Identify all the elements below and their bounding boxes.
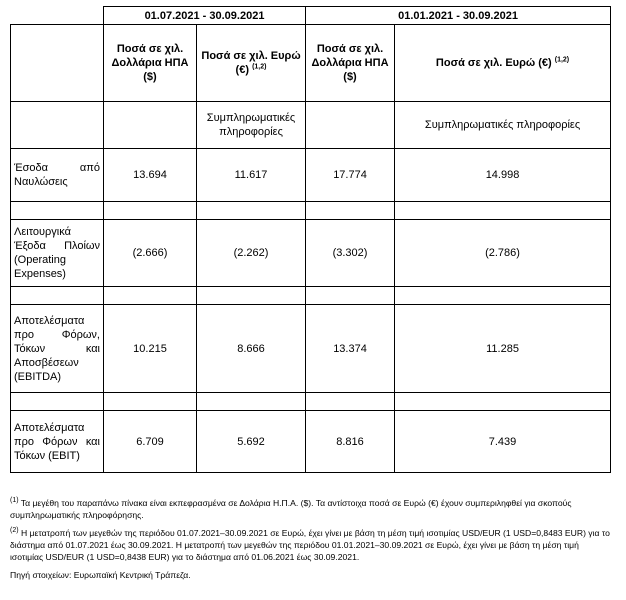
value-cell: (2.786) — [395, 220, 611, 287]
eur-header-9m — [395, 25, 611, 102]
supplementary-label-q3: Συμπληρωματικές πληροφορίες — [197, 102, 306, 149]
eur-header-text: Ποσά σε χιλ. Ευρώ (€) — [435, 57, 552, 69]
supplementary-row — [11, 102, 611, 149]
eur-header-text: Ποσά σε χιλ. Ευρώ (€) — [201, 50, 301, 76]
supplementary-label-9m: Συμπληρωματικές πληροφορίες — [395, 102, 611, 149]
footnote-text: Η μετατροπή των μεγεθών της περιόδου 01.07.2021–30.09.2021 σε Ευρώ, έχει γίνει με βάση τη μέση τιμή ισοτιμίας USD/EUR (1 USD=0,8483 EUR) για το διάστημα από 01.07.2021 έως 30.09.2021. Η μετατροπή των μεγεθών της περιόδου 01.01.2021–30.09.2021 σε Ευρώ, έχει γίνει με βάση τη μέση τιμή ισοτιμίας USD/EUR (1 USD=0,8438 EUR) για το διάστημα από 01.06.2021 έως 30.09.2021. — [10, 528, 610, 562]
value-cell: (3.302) — [306, 220, 395, 287]
usd-header-q3: Ποσά σε χιλ. Δολλάρια ΗΠΑ ($) — [104, 25, 197, 102]
table-row — [11, 411, 611, 473]
footnote-mark: (1) — [10, 497, 19, 505]
row-label: Έσοδα από Ναυλώσεις — [11, 149, 104, 202]
value-cell: 11.617 — [197, 149, 306, 202]
spacer-row — [11, 393, 611, 411]
value-cell: 10.215 — [104, 305, 197, 393]
row-label: Λειτουργικά Έξοδα Πλοίων (Operating Expenses) — [11, 220, 104, 287]
value-cell: 5.692 — [197, 411, 306, 473]
corner-cell — [11, 7, 104, 25]
footnote-mark: (2) — [10, 527, 19, 535]
footnote-ref: (1,2) — [252, 63, 267, 71]
period-header-row — [11, 7, 611, 25]
table-row — [11, 149, 611, 202]
footnotes — [10, 497, 610, 581]
footnote-2 — [10, 527, 610, 563]
period-9m-header: 01.01.2021 - 30.09.2021 — [306, 7, 611, 25]
spacer-row — [11, 287, 611, 305]
table-row — [11, 305, 611, 393]
value-cell: 14.998 — [395, 149, 611, 202]
value-cell: 13.694 — [104, 149, 197, 202]
column-header-row — [11, 25, 611, 102]
table-row — [11, 220, 611, 287]
value-cell: 17.774 — [306, 149, 395, 202]
value-cell: (2.666) — [104, 220, 197, 287]
usd-header-9m: Ποσά σε χιλ. Δολλάρια ΗΠΑ ($) — [306, 25, 395, 102]
footnote-1 — [10, 497, 610, 521]
value-cell: 8.666 — [197, 305, 306, 393]
eur-header-q3 — [197, 25, 306, 102]
footnote-text: Τα μεγέθη του παραπάνω πίνακα είναι εκπεφρασμένα σε Δολάρια Η.Π.Α. ($). Τα αντίστοιχα ποσά σε Ευρώ (€) έχουν συμπεριληφθεί για σκοπούς συμπληρωματικής πληροφόρησης. — [10, 498, 572, 520]
value-cell: (2.262) — [197, 220, 306, 287]
data-source: Πηγή στοιχείων: Ευρωπαϊκή Κεντρική Τράπεζα. — [10, 570, 191, 580]
label-header-cell — [11, 25, 104, 102]
period-q3-header: 01.07.2021 - 30.09.2021 — [104, 7, 306, 25]
row-label: Αποτελέσματα προ Φόρων και Τόκων (EBIT) — [11, 411, 104, 473]
value-cell: 8.816 — [306, 411, 395, 473]
financial-table — [10, 6, 611, 473]
value-cell: 11.285 — [395, 305, 611, 393]
value-cell: 7.439 — [395, 411, 611, 473]
value-cell: 6.709 — [104, 411, 197, 473]
spacer-row — [11, 202, 611, 220]
row-label: Αποτελέσματα προ Φόρων, Τόκων και Αποσβέσεων (EBITDA) — [11, 305, 104, 393]
footnote-ref: (1,2) — [554, 56, 570, 64]
value-cell: 13.374 — [306, 305, 395, 393]
